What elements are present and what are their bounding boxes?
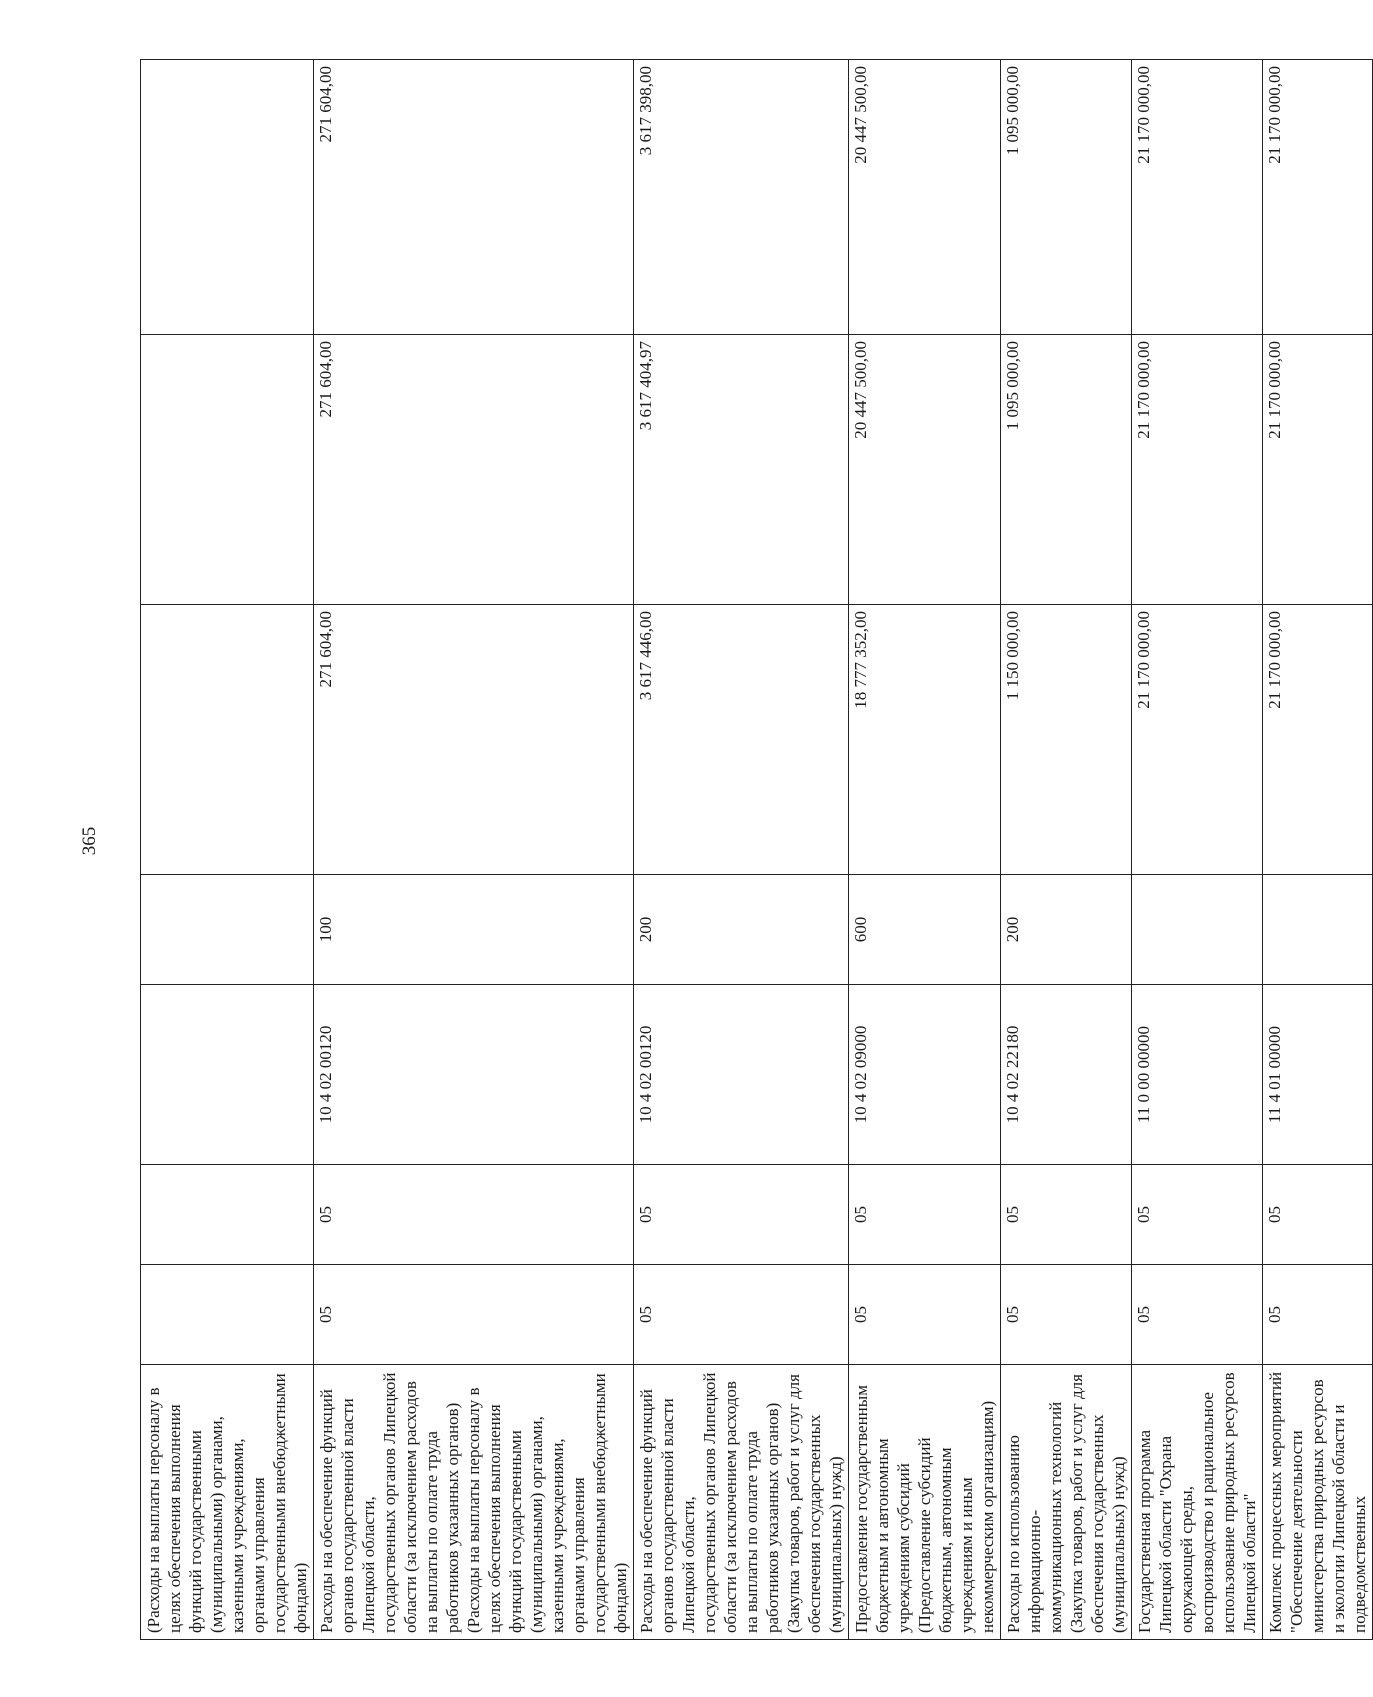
cell-section: 05 xyxy=(314,1265,634,1365)
table-row xyxy=(1132,60,1263,1640)
cell-expense-type: 600 xyxy=(849,875,1001,985)
page-number: 365 xyxy=(79,826,100,856)
cell-amount-3: 21 170 000,00 xyxy=(1263,60,1373,335)
cell-amount-1 xyxy=(141,605,314,875)
cell-expense-type xyxy=(141,875,314,985)
cell-expense-type xyxy=(1132,875,1263,985)
cell-description: Государственная программа Липецкой области "Охрана окружающей среды, воспроизводство и рациональное использование природных ресурсов Липецкой области" xyxy=(1132,1365,1263,1640)
cell-amount-2 xyxy=(141,335,314,605)
table-row xyxy=(1001,60,1132,1640)
cell-subsection: 05 xyxy=(634,1165,849,1265)
cell-description: Расходы на обеспечение функций органов государственной власти Липецкой области, государственных органов Липецкой области (за исключением расходов на выплаты по оплате труда работников указанных органов) (Закупка товаров, работ и услуг для обеспечения государственных (муниципальных) нужд) xyxy=(634,1365,849,1640)
cell-subsection xyxy=(141,1165,314,1265)
cell-target-article: 11 0 00 00000 xyxy=(1132,985,1263,1165)
cell-target-article: 10 4 02 22180 xyxy=(1001,985,1132,1165)
cell-target-article: 10 4 02 00120 xyxy=(634,985,849,1165)
cell-subsection: 05 xyxy=(849,1165,1001,1265)
cell-subsection: 05 xyxy=(314,1165,634,1265)
cell-description: Расходы по использованию информационно-коммуникационных технологий (Закупка товаров, работ и услуг для обеспечения государственных (муниципальных) нужд) xyxy=(1001,1365,1132,1640)
cell-expense-type xyxy=(1263,875,1373,985)
cell-amount-2: 20 447 500,00 xyxy=(849,335,1001,605)
table-row xyxy=(634,60,849,1640)
cell-section: 05 xyxy=(849,1265,1001,1365)
cell-amount-3: 21 170 000,00 xyxy=(1132,60,1263,335)
cell-description: Комплекс процессных мероприятий "Обеспечение деятельности министерства природных ресурсов и экологии Липецкой области и подведомственных xyxy=(1263,1365,1373,1640)
cell-section: 05 xyxy=(1001,1265,1132,1365)
cell-amount-2: 21 170 000,00 xyxy=(1263,335,1373,605)
cell-subsection: 05 xyxy=(1132,1165,1263,1265)
table-body xyxy=(141,60,1373,1640)
cell-expense-type: 100 xyxy=(314,875,634,985)
cell-description: (Расходы на выплаты персоналу в целях обеспечения выполнения функций государственными (муниципальными) органами, казенными учреждениями, органами управления государственными внебюджетными фондами) xyxy=(141,1365,314,1640)
cell-amount-3: 3 617 398,00 xyxy=(634,60,849,335)
cell-amount-3: 1 095 000,00 xyxy=(1001,60,1132,335)
cell-subsection: 05 xyxy=(1001,1165,1132,1265)
cell-expense-type: 200 xyxy=(634,875,849,985)
cell-amount-1: 3 617 446,00 xyxy=(634,605,849,875)
cell-expense-type: 200 xyxy=(1001,875,1132,985)
cell-amount-2: 3 617 404,97 xyxy=(634,335,849,605)
cell-target-article: 10 4 02 00120 xyxy=(314,985,634,1165)
cell-amount-1: 1 150 000,00 xyxy=(1001,605,1132,875)
cell-amount-1: 21 170 000,00 xyxy=(1132,605,1263,875)
cell-amount-3: 20 447 500,00 xyxy=(849,60,1001,335)
cell-description: Расходы на обеспечение функций органов государственной власти Липецкой области, государственных органов Липецкой области (за исключением расходов на выплаты по оплате труда работников указанных органов) (Расходы на выплаты персоналу в целях обеспечения выполнения функций государственными (муниципальными) органами, казенными учреждениями, органами управления государственными внебюджетными фондами) xyxy=(314,1365,634,1640)
rotated-page-content xyxy=(140,40,1369,1640)
cell-amount-2: 21 170 000,00 xyxy=(1132,335,1263,605)
cell-amount-3: 271 604,00 xyxy=(314,60,634,335)
cell-amount-3 xyxy=(141,60,314,335)
budget-table xyxy=(140,59,1373,1640)
table-row xyxy=(1263,60,1373,1640)
table-row xyxy=(141,60,314,1640)
cell-amount-1: 21 170 000,00 xyxy=(1263,605,1373,875)
cell-section: 05 xyxy=(1132,1265,1263,1365)
cell-amount-1: 18 777 352,00 xyxy=(849,605,1001,875)
cell-amount-2: 271 604,00 xyxy=(314,335,634,605)
cell-section: 05 xyxy=(634,1265,849,1365)
cell-target-article: 10 4 02 09000 xyxy=(849,985,1001,1165)
cell-section: 05 xyxy=(1263,1265,1373,1365)
table-row xyxy=(314,60,634,1640)
table-row xyxy=(849,60,1001,1640)
cell-target-article: 11 4 01 00000 xyxy=(1263,985,1373,1165)
cell-target-article xyxy=(141,985,314,1165)
cell-description: Предоставление государственным бюджетным и автономным учреждениям субсидий (Предоставление субсидий бюджетным, автономным учреждениям и иным некоммерческим организациям) xyxy=(849,1365,1001,1640)
cell-subsection: 05 xyxy=(1263,1165,1373,1265)
cell-amount-2: 1 095 000,00 xyxy=(1001,335,1132,605)
cell-amount-1: 271 604,00 xyxy=(314,605,634,875)
cell-section xyxy=(141,1265,314,1365)
